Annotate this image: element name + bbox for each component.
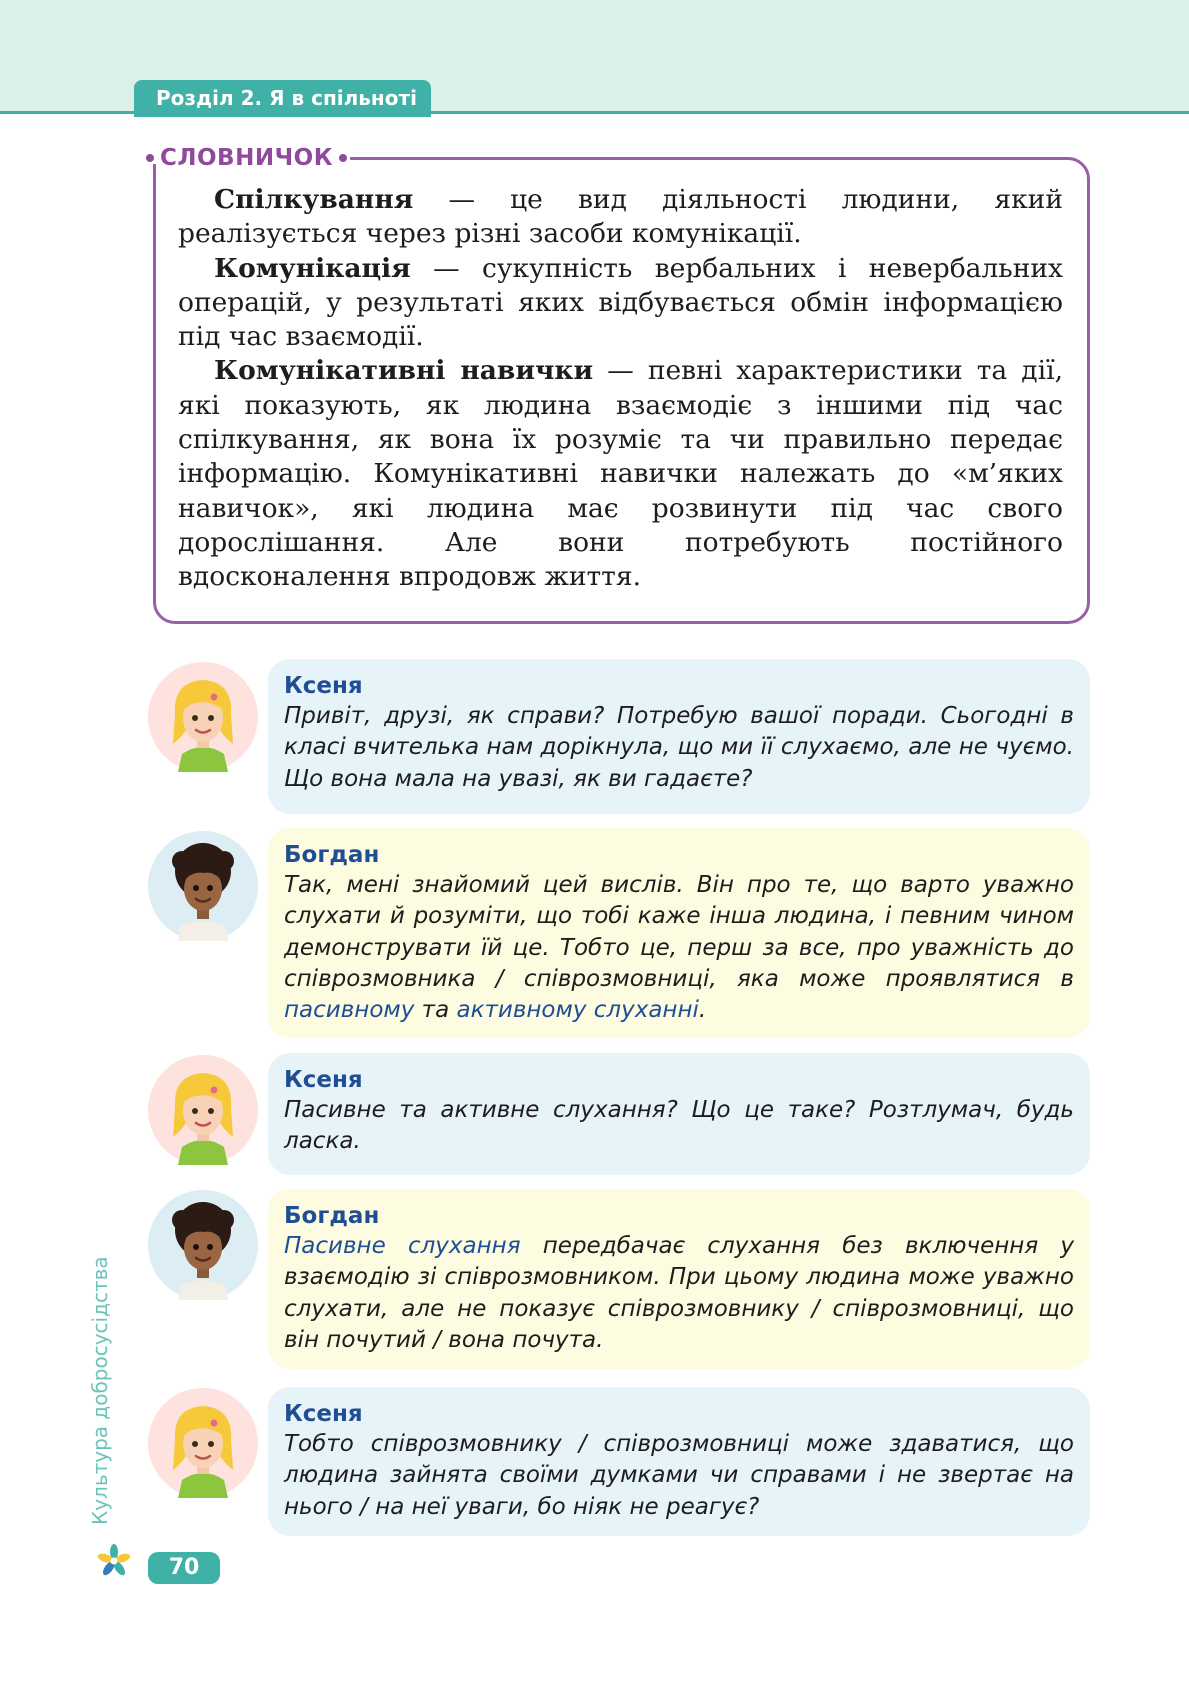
vocabulary-text (178, 183, 1063, 595)
dialog-bubble-ksenia (268, 1053, 1090, 1175)
speech-text-part: та (414, 997, 457, 1024)
vocabulary-definition: — певні характеристики та дії, які показують, як людина взаємодіє з іншими під час спілкування, як вона їх розуміє та чи правильно передає інформацію. Комунікативні навички належать до «м’яких навичок», які людина має розвинути під час свого дорослішання. Але вони потребують постійного вдосконалення впродовж життя. (178, 355, 1063, 593)
dialog-bubble-ksenia (268, 1387, 1090, 1536)
speech-text-part: Так, мені знайомий цей вислів. Він про те, що варто уважно слухати й розуміти, що тобі каже інша людина, і певним чином демонструвати їй це. Тобто це, перш за все, про уважність до співрозмовника / співрозмовниці, яка може проявлятися в (284, 872, 1074, 992)
vocabulary-entry (178, 252, 1063, 355)
speech-text (284, 870, 1074, 1026)
dialog-bubble-bohdan (268, 1189, 1090, 1369)
vocabulary-term: Комунікативні навички (214, 355, 594, 387)
speech-text (284, 1231, 1074, 1356)
girl-ksenia-icon (148, 662, 258, 772)
term-passive-listening: Пасивне слухання (284, 1233, 521, 1259)
speaker-name: Ксеня (284, 1067, 363, 1093)
speech-text-part: передбачає слухання без включення у взаємодію зі співрозмовником. При цьому людина може уважно слухати, але не показує співрозмовнику / співрозмовниці, що він почутий / вона почута. (284, 1233, 1074, 1353)
term-active-listening: активному слуханні (456, 997, 699, 1024)
speech-text-part: . (698, 997, 707, 1024)
page-number: 70 (148, 1552, 220, 1584)
section-label: Розділ 2. Я в спільноті (134, 80, 431, 117)
vocabulary-header (146, 146, 347, 170)
speaker-name: Богдан (284, 1203, 380, 1229)
vocabulary-entry (178, 354, 1063, 594)
speech-text: Тобто співрозмовнику / співрозмовниці може здаватися, що людина зайнята своїми думками чи справами і не звертає на нього / на неї уваги, бо ніяк не реагує? (284, 1431, 1074, 1520)
girl-ksenia-icon (148, 1388, 258, 1498)
dialog-bubble-bohdan (268, 828, 1090, 1038)
flower-icon (97, 1544, 131, 1578)
speaker-name: Ксеня (284, 1401, 363, 1427)
boy-bohdan-icon (148, 831, 258, 941)
vocabulary-term: Спілкування (214, 184, 414, 215)
speech-text: Пасивне та активне слухання? Що це таке? Розтлумач, будь ласка. (284, 1097, 1074, 1155)
vocabulary-term: Комунікація (214, 252, 411, 284)
vocabulary-definition: — це вид діяльності людини, який реалізується через різні засоби комунікації. (178, 184, 1063, 250)
speaker-name: Богдан (284, 842, 380, 868)
dot-icon (146, 154, 154, 162)
speaker-name: Ксеня (284, 673, 363, 699)
side-section-title: Культура добросусідства (88, 1256, 112, 1525)
dot-icon (339, 154, 347, 162)
speech-text: Привіт, друзі, як справи? Потребую вашої поради. Сьогодні в класі вчителька нам дорікнула, що ми її слухаємо, але не чуємо. Що вона мала на увазі, як ви гадаєте? (284, 703, 1074, 792)
vocabulary-title: СЛОВНИЧОК (160, 145, 334, 171)
dialog-bubble-ksenia (268, 659, 1090, 814)
girl-ksenia-icon (148, 1055, 258, 1165)
boy-bohdan-icon (148, 1190, 258, 1300)
term-passive-listening: пасивному (284, 997, 415, 1024)
vocabulary-entry (178, 183, 1063, 252)
vocabulary-definition: — сукупність вербальних і невербальних операцій, у результаті яких відбувається обмін інформацією під час взаємодії. (178, 252, 1063, 353)
